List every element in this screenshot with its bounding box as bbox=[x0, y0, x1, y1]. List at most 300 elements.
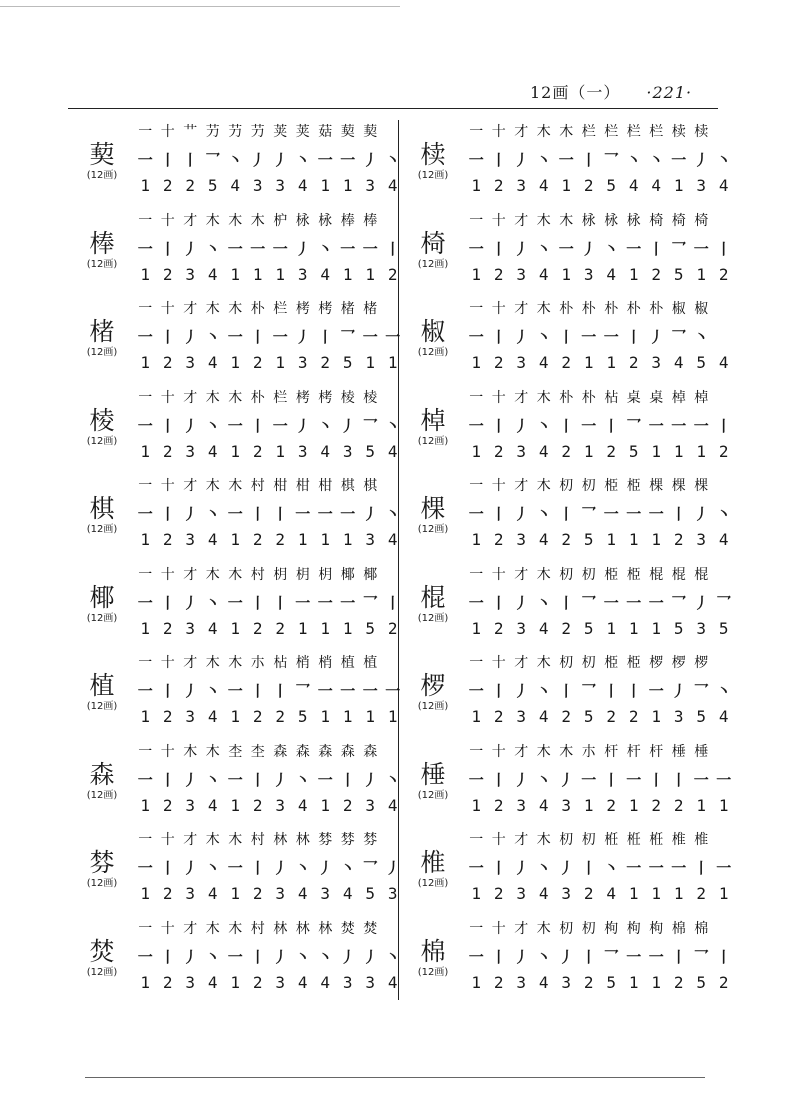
stroke-progression-item: 枦 bbox=[273, 212, 288, 229]
stroke-progression-item: 一 bbox=[138, 566, 153, 583]
stroke-count-label: (12画) bbox=[417, 789, 449, 801]
stroke-number-sequence-item: 1 bbox=[471, 618, 482, 638]
stroke-progression-item: 一 bbox=[469, 478, 484, 494]
stroke-number-sequence-item: 3 bbox=[185, 441, 196, 461]
stroke-number-sequence bbox=[134, 707, 398, 727]
stroke-progression-item: 枂 bbox=[273, 566, 288, 583]
stroke-number-sequence-item: 1 bbox=[342, 707, 353, 726]
stroke-number-sequence-item: 1 bbox=[320, 707, 331, 726]
stroke-number-sequence-item: 2 bbox=[387, 264, 398, 284]
stroke-progression-item: 椒 bbox=[694, 301, 709, 317]
stroke-number-sequence-item: 2 bbox=[252, 884, 263, 903]
stroke-progression-item: 朷 bbox=[581, 566, 596, 583]
stroke-number-sequence-item: 4 bbox=[387, 972, 398, 992]
stroke-number-sequence-item: 3 bbox=[516, 353, 527, 372]
stroke-progression-item: 荚 bbox=[295, 124, 310, 140]
stroke-progression-item: 一 bbox=[469, 124, 484, 140]
stroke-sequence-item: 丨 bbox=[491, 770, 507, 789]
entry-character: 棍 bbox=[420, 582, 446, 612]
stroke-number-sequence-item: 2 bbox=[628, 353, 639, 372]
stroke-number-sequence-item: 1 bbox=[628, 618, 639, 638]
character-entry bbox=[403, 466, 733, 555]
stroke-sequence-item: 丿 bbox=[648, 328, 664, 346]
stroke-sequence bbox=[465, 239, 732, 259]
stroke-number-sequence-item: 2 bbox=[252, 618, 263, 638]
stroke-progression-item: 朷 bbox=[559, 655, 574, 671]
stroke-progression-item: 栏 bbox=[581, 124, 596, 140]
stroke-sequence-item: 丿 bbox=[513, 859, 529, 877]
stroke-progression-item: 枂 bbox=[318, 566, 333, 583]
stroke-sequence-item: 丶 bbox=[205, 947, 221, 966]
stroke-progression-item: 朷 bbox=[559, 566, 574, 583]
stroke-number-sequence-item: 3 bbox=[387, 884, 398, 903]
stroke-progression-item: 枸 bbox=[604, 920, 619, 937]
stroke-count-text: 12画 bbox=[421, 435, 445, 447]
stroke-number-sequence-item: 1 bbox=[140, 353, 151, 372]
stroke-sequence-item: 乛 bbox=[671, 239, 687, 258]
stroke-progression-item: 栲 bbox=[295, 301, 310, 317]
stroke-number-sequence-item: 5 bbox=[365, 618, 376, 638]
stroke-progression-item: 一 bbox=[469, 301, 484, 317]
stroke-sequence-item: 丨 bbox=[182, 151, 198, 169]
stroke-number-sequence-item: 3 bbox=[696, 530, 707, 549]
character-entry bbox=[72, 643, 402, 732]
stroke-sequence-item: 丿 bbox=[362, 770, 378, 789]
stroke-sequence bbox=[134, 239, 401, 259]
stroke-number-sequence-item: 1 bbox=[140, 884, 151, 903]
stroke-progression-item: 棍 bbox=[671, 566, 686, 583]
stroke-sequence-item: 丶 bbox=[227, 151, 243, 169]
stroke-progression-item: 朩 bbox=[250, 655, 265, 671]
stroke-number-sequence-item: 4 bbox=[297, 795, 308, 815]
stroke-number-sequence-item: 1 bbox=[342, 618, 353, 638]
stroke-sequence-item: 丿 bbox=[182, 770, 198, 789]
stroke-number-sequence bbox=[134, 441, 398, 462]
stroke-progression bbox=[134, 476, 384, 496]
stroke-sequence-item: 丶 bbox=[340, 859, 356, 877]
stroke-progression-item: 栣 bbox=[604, 832, 619, 848]
stroke-progression-item: 椅 bbox=[694, 212, 709, 229]
stroke-sequence-item: 乛 bbox=[603, 947, 619, 966]
stroke-number-sequence-item: 1 bbox=[696, 264, 707, 284]
stroke-progression-item: 森 bbox=[295, 743, 310, 760]
stroke-sequence-item: 丨 bbox=[491, 239, 507, 258]
stroke-number-sequence-item: 4 bbox=[387, 441, 398, 461]
stroke-sequence-item: 丨 bbox=[340, 770, 356, 789]
stroke-progression-item: 十 bbox=[491, 301, 506, 317]
stroke-sequence-item: 丿 bbox=[295, 328, 311, 346]
stroke-progression-item: 栐 bbox=[604, 212, 619, 229]
stroke-sequence-item: 丿 bbox=[182, 505, 198, 523]
stroke-progression-item: 森 bbox=[273, 743, 288, 760]
stroke-progression-item: 一 bbox=[138, 124, 153, 140]
stroke-sequence-item: 丿 bbox=[295, 239, 311, 258]
stroke-count-label: (12画) bbox=[86, 170, 118, 181]
stroke-sequence-item: 丿 bbox=[182, 239, 198, 258]
stroke-sequence-item: 丨 bbox=[491, 859, 507, 877]
stroke-sequence bbox=[465, 593, 732, 613]
stroke-progression-item: 焚 bbox=[363, 920, 378, 937]
stroke-sequence-item: 丿 bbox=[513, 947, 529, 966]
stroke-number-sequence-item: 2 bbox=[606, 441, 617, 461]
stroke-number-sequence-item: 3 bbox=[516, 795, 527, 815]
stroke-sequence-item: 丶 bbox=[295, 859, 311, 877]
stroke-number-sequence-item: 3 bbox=[297, 264, 308, 284]
stroke-sequence-item: 一 bbox=[671, 151, 687, 169]
stroke-progression-item: 木 bbox=[205, 832, 220, 848]
stroke-number-sequence-item: 2 bbox=[493, 795, 504, 815]
stroke-progression-item: 栐 bbox=[295, 212, 310, 229]
stroke-sequence-item: 一 bbox=[626, 505, 642, 523]
stroke-number-sequence-item: 4 bbox=[320, 264, 331, 284]
entry-character: 森 bbox=[89, 759, 115, 789]
stroke-number-sequence-item: 3 bbox=[185, 353, 196, 372]
right-column bbox=[403, 112, 733, 997]
stroke-sequence-item: 一 bbox=[137, 505, 153, 523]
stroke-progression-item: 林 bbox=[273, 832, 288, 848]
stroke-number-sequence-item: 5 bbox=[583, 618, 594, 638]
stroke-count-label: (12画) bbox=[86, 878, 118, 889]
stroke-sequence-item: 一 bbox=[340, 505, 356, 523]
stroke-number-sequence-item: 2 bbox=[162, 884, 173, 903]
stroke-sequence-item: 丶 bbox=[716, 151, 732, 169]
stroke-sequence-item: 丨 bbox=[603, 416, 619, 435]
stroke-number-sequence-item: 1 bbox=[606, 618, 617, 638]
stroke-number-sequence-item: 1 bbox=[140, 972, 151, 992]
stroke-number-sequence-item: 1 bbox=[387, 707, 398, 726]
stroke-number-sequence bbox=[134, 884, 398, 904]
stroke-sequence-item: 一 bbox=[468, 593, 484, 612]
stroke-sequence-item: 丶 bbox=[648, 151, 664, 169]
stroke-number-sequence-item: 2 bbox=[583, 884, 594, 903]
stroke-sequence-item: 丨 bbox=[317, 328, 333, 346]
stroke-progression-item: 木 bbox=[536, 832, 551, 848]
character-entry bbox=[72, 909, 402, 998]
stroke-progression-item: 梢 bbox=[295, 655, 310, 671]
stroke-progression-item: 才 bbox=[183, 301, 198, 317]
stroke-count-text: 12画 bbox=[421, 701, 445, 712]
stroke-sequence-item: 丿 bbox=[558, 770, 574, 789]
stroke-count-text: 12画 bbox=[90, 170, 114, 181]
stroke-progression bbox=[465, 388, 715, 408]
stroke-number-sequence-item: 1 bbox=[365, 264, 376, 284]
stroke-number-sequence-item: 1 bbox=[718, 884, 729, 903]
stroke-progression-item: 朴 bbox=[626, 301, 641, 317]
stroke-number-sequence bbox=[465, 707, 729, 727]
stroke-progression-item: 十 bbox=[160, 655, 175, 671]
character-entry bbox=[403, 201, 733, 290]
stroke-progression-item: 十 bbox=[160, 389, 175, 406]
stroke-number-sequence-item: 4 bbox=[606, 264, 617, 284]
stroke-progression-item: 才 bbox=[514, 655, 529, 671]
stroke-number-sequence-item: 1 bbox=[606, 530, 617, 549]
stroke-progression-item: 村 bbox=[250, 920, 265, 937]
stroke-number-sequence-item: 3 bbox=[696, 618, 707, 638]
character-entry bbox=[403, 732, 733, 821]
stroke-sequence bbox=[134, 681, 401, 701]
stroke-progression-item: 棵 bbox=[671, 478, 686, 494]
stroke-sequence-item: 一 bbox=[340, 239, 356, 258]
stroke-sequence-item: 丨 bbox=[250, 859, 266, 877]
stroke-count-label: (12画) bbox=[86, 524, 118, 535]
stroke-sequence-item: 丶 bbox=[536, 505, 552, 523]
stroke-progression-item: 一 bbox=[469, 566, 484, 583]
stroke-sequence-item: 一 bbox=[468, 770, 484, 789]
stroke-sequence-item: 丶 bbox=[205, 239, 221, 258]
stroke-sequence-item: 丨 bbox=[385, 593, 401, 612]
stroke-number-sequence-item: 1 bbox=[471, 884, 482, 903]
stroke-count-text: 12画 bbox=[421, 789, 445, 801]
stroke-sequence-item: 乛 bbox=[671, 328, 687, 346]
character-entry bbox=[403, 112, 733, 201]
stroke-number-sequence-item: 3 bbox=[516, 441, 527, 461]
stroke-number-sequence bbox=[134, 972, 398, 993]
stroke-number-sequence-item: 1 bbox=[471, 176, 482, 195]
stroke-sequence-item: 丿 bbox=[272, 859, 288, 877]
stroke-number-sequence-item: 1 bbox=[342, 176, 353, 195]
stroke-progression-item: 木 bbox=[205, 920, 220, 937]
stroke-progression-item: 栕 bbox=[604, 655, 619, 671]
stroke-progression bbox=[134, 122, 384, 142]
stroke-number-sequence-item: 5 bbox=[365, 441, 376, 461]
stroke-number-sequence-item: 4 bbox=[387, 176, 398, 195]
stroke-sequence-item: 一 bbox=[362, 328, 378, 346]
character-entry bbox=[403, 820, 733, 909]
stroke-progression-item: 木 bbox=[228, 389, 243, 406]
stroke-sequence-item: 丿 bbox=[513, 328, 529, 346]
stroke-count-text: 12画 bbox=[90, 258, 114, 270]
stroke-number-sequence-item: 1 bbox=[230, 530, 241, 549]
stroke-sequence bbox=[134, 327, 401, 347]
stroke-progression-item: 才 bbox=[514, 301, 529, 317]
stroke-progression-item: 栕 bbox=[626, 655, 641, 671]
stroke-sequence bbox=[134, 593, 401, 613]
stroke-progression-item: 木 bbox=[228, 655, 243, 671]
stroke-sequence-item: 丨 bbox=[716, 947, 732, 966]
entry-character: 椒 bbox=[420, 317, 446, 346]
stroke-progression-item: 十 bbox=[491, 124, 506, 140]
stroke-sequence-item: 一 bbox=[468, 947, 484, 966]
stroke-sequence-item: 丶 bbox=[385, 770, 401, 789]
entry-character: 棼 bbox=[89, 848, 115, 877]
stroke-sequence-item: 丨 bbox=[581, 859, 597, 877]
stroke-number-sequence-item: 3 bbox=[516, 884, 527, 903]
stroke-sequence-item: 丶 bbox=[317, 239, 333, 258]
page-number: ·221· bbox=[646, 83, 693, 102]
stroke-number-sequence-item: 1 bbox=[275, 353, 286, 372]
stroke-progression bbox=[134, 211, 384, 231]
stroke-sequence-item: 丿 bbox=[558, 947, 574, 966]
stroke-sequence-item: 丿 bbox=[558, 859, 574, 877]
stroke-sequence-item: 丨 bbox=[626, 328, 642, 346]
stroke-number-sequence-item: 2 bbox=[320, 353, 331, 372]
stroke-progression-item: 栏 bbox=[604, 124, 619, 140]
stroke-number-sequence-item: 2 bbox=[493, 707, 504, 726]
stroke-progression-item: 森 bbox=[340, 743, 355, 760]
stroke-sequence-item: 一 bbox=[558, 239, 574, 258]
stroke-number-sequence-item: 1 bbox=[561, 176, 572, 195]
stroke-progression-item: 木 bbox=[205, 389, 220, 406]
stroke-sequence-item: 丨 bbox=[250, 505, 266, 523]
character-entry bbox=[72, 732, 402, 821]
stroke-sequence-item: 丨 bbox=[671, 770, 687, 789]
stroke-number-sequence bbox=[465, 530, 729, 550]
stroke-sequence-item: 一 bbox=[468, 416, 484, 435]
stroke-sequence-item: 丨 bbox=[491, 682, 507, 700]
character-entry bbox=[403, 909, 733, 998]
stroke-count-label: (12画) bbox=[417, 435, 449, 447]
stroke-number-sequence-item: 2 bbox=[162, 441, 173, 461]
stroke-sequence-item: 一 bbox=[137, 947, 153, 966]
stroke-number-sequence-item: 2 bbox=[162, 795, 173, 815]
stroke-progression-item: 葜 bbox=[363, 124, 378, 140]
stroke-number-sequence-item: 4 bbox=[538, 884, 549, 903]
stroke-number-sequence-item: 4 bbox=[387, 530, 398, 549]
stroke-sequence-item: 丨 bbox=[558, 593, 574, 612]
stroke-progression-item: 才 bbox=[514, 212, 529, 229]
stroke-progression-item: 一 bbox=[138, 832, 153, 848]
stroke-number-sequence-item: 4 bbox=[651, 176, 662, 195]
stroke-sequence-item: 丨 bbox=[558, 505, 574, 523]
stroke-progression bbox=[134, 919, 384, 939]
stroke-progression-item: 木 bbox=[228, 301, 243, 317]
stroke-sequence-item: 丨 bbox=[272, 505, 288, 523]
stroke-progression-item: 一 bbox=[469, 389, 484, 406]
stroke-number-sequence-item: 1 bbox=[471, 707, 482, 726]
stroke-number-sequence-item: 1 bbox=[471, 264, 482, 284]
stroke-count-text: 12画 bbox=[90, 701, 114, 712]
stroke-sequence-item: 丿 bbox=[182, 859, 198, 877]
stroke-number-sequence-item: 3 bbox=[516, 176, 527, 195]
stroke-progression bbox=[465, 299, 715, 319]
stroke-progression-item: 一 bbox=[138, 212, 153, 229]
stroke-progression-item: 十 bbox=[491, 478, 506, 494]
stroke-progression-item: 木 bbox=[536, 124, 551, 140]
stroke-number-sequence-item: 5 bbox=[207, 176, 218, 195]
stroke-sequence-item: 丿 bbox=[272, 947, 288, 966]
character-entry bbox=[403, 643, 733, 732]
stroke-sequence bbox=[134, 947, 401, 967]
stroke-sequence-item: 丿 bbox=[272, 770, 288, 789]
stroke-progression-item: 木 bbox=[228, 212, 243, 229]
stroke-progression-item: 栏 bbox=[273, 389, 288, 406]
stroke-number-sequence-item: 3 bbox=[561, 972, 572, 992]
stroke-sequence-item: 一 bbox=[295, 505, 311, 523]
stroke-number-sequence-item: 4 bbox=[538, 795, 549, 815]
stroke-progression-item: 杆 bbox=[604, 743, 619, 760]
stroke-number-sequence-item: 4 bbox=[538, 530, 549, 549]
stroke-sequence-item: 丨 bbox=[603, 682, 619, 700]
stroke-number-sequence-item: 4 bbox=[718, 353, 729, 372]
stroke-sequence-item: 丿 bbox=[513, 239, 529, 258]
stroke-progression-item: 十 bbox=[160, 212, 175, 229]
stroke-number-sequence-item: 4 bbox=[320, 441, 331, 461]
stroke-sequence-item: 乛 bbox=[671, 593, 687, 612]
stroke-number-sequence-item: 2 bbox=[583, 972, 594, 992]
stroke-progression-item: 椒 bbox=[671, 301, 686, 317]
stroke-progression-item: 村 bbox=[250, 566, 265, 583]
stroke-progression-item: 木 bbox=[205, 743, 220, 760]
stroke-sequence-item: 一 bbox=[385, 328, 401, 346]
stroke-number-sequence-item: 1 bbox=[651, 618, 662, 638]
stroke-number-sequence-item: 1 bbox=[471, 972, 482, 992]
stroke-count-text: 12画 bbox=[90, 789, 114, 801]
stroke-sequence-item: 一 bbox=[227, 859, 243, 877]
stroke-progression-item: 木 bbox=[205, 212, 220, 229]
stroke-progression-item: 杢 bbox=[228, 743, 243, 760]
stroke-count-label: (12画) bbox=[86, 258, 118, 270]
stroke-sequence-item: 丶 bbox=[385, 151, 401, 169]
stroke-sequence-item: 丶 bbox=[205, 416, 221, 435]
stroke-count-label: (12画) bbox=[86, 789, 118, 801]
stroke-count-text: 12画 bbox=[421, 966, 445, 978]
stroke-sequence-item: 丨 bbox=[160, 505, 176, 523]
entry-character: 棉 bbox=[420, 936, 446, 966]
stroke-sequence-item: 丶 bbox=[536, 416, 552, 435]
stroke-number-sequence bbox=[134, 530, 398, 550]
stroke-number-sequence bbox=[134, 176, 398, 196]
stroke-progression-item: 荚 bbox=[273, 124, 288, 140]
stroke-sequence-item: 丨 bbox=[250, 947, 266, 966]
stroke-sequence bbox=[134, 858, 401, 878]
stroke-number-sequence-item: 3 bbox=[365, 176, 376, 195]
stroke-number-sequence-item: 2 bbox=[493, 176, 504, 195]
stroke-sequence-item: 一 bbox=[648, 682, 664, 700]
stroke-sequence-item: 一 bbox=[227, 593, 243, 612]
stroke-progression-item: 才 bbox=[183, 920, 198, 937]
stroke-number-sequence-item: 1 bbox=[230, 264, 241, 284]
stroke-sequence-item: 一 bbox=[468, 328, 484, 346]
stroke-progression-item: 柑 bbox=[318, 478, 333, 494]
stroke-sequence-item: 丨 bbox=[250, 416, 266, 435]
stroke-number-sequence-item: 1 bbox=[230, 618, 241, 638]
entry-character: 棹 bbox=[420, 405, 446, 435]
stroke-number-sequence-item: 4 bbox=[297, 972, 308, 992]
stroke-progression-item: 林 bbox=[318, 920, 333, 937]
stroke-progression-item: 芀 bbox=[250, 124, 265, 140]
stroke-sequence-item: 丶 bbox=[536, 328, 552, 346]
stroke-number-sequence-item: 4 bbox=[342, 884, 353, 903]
stroke-count-label: (12画) bbox=[86, 435, 118, 447]
stroke-sequence-item: 一 bbox=[716, 770, 732, 789]
stroke-progression-item: 木 bbox=[536, 389, 551, 406]
stroke-progression-item: 朩 bbox=[581, 743, 596, 760]
stroke-number-sequence-item: 1 bbox=[320, 530, 331, 549]
stroke-sequence-item: 丨 bbox=[160, 859, 176, 877]
stroke-progression bbox=[134, 653, 384, 673]
stroke-progression-item: 木 bbox=[536, 301, 551, 317]
stroke-number-sequence-item: 2 bbox=[673, 530, 684, 549]
stroke-number-sequence-item: 2 bbox=[606, 795, 617, 815]
stroke-sequence-item: 丨 bbox=[250, 328, 266, 346]
stroke-number-sequence-item: 2 bbox=[651, 795, 662, 815]
stroke-number-sequence-item: 2 bbox=[162, 972, 173, 992]
stroke-number-sequence-item: 5 bbox=[718, 618, 729, 638]
stroke-number-sequence-item: 1 bbox=[471, 530, 482, 549]
stroke-number-sequence-item: 1 bbox=[320, 795, 331, 815]
stroke-sequence-item: 乛 bbox=[205, 151, 221, 169]
stroke-progression-item: 十 bbox=[160, 124, 175, 140]
stroke-progression-item: 木 bbox=[205, 301, 220, 317]
stroke-sequence-item: 丿 bbox=[513, 770, 529, 789]
stroke-progression-item: 朷 bbox=[559, 832, 574, 848]
stroke-progression-item: 植 bbox=[340, 655, 355, 671]
stroke-sequence-item: 一 bbox=[137, 328, 153, 346]
stroke-count-text: 12画 bbox=[90, 612, 114, 624]
stroke-progression-item: 十 bbox=[491, 212, 506, 229]
stroke-sequence-item: 丶 bbox=[385, 947, 401, 966]
stroke-number-sequence-item: 2 bbox=[185, 176, 196, 195]
